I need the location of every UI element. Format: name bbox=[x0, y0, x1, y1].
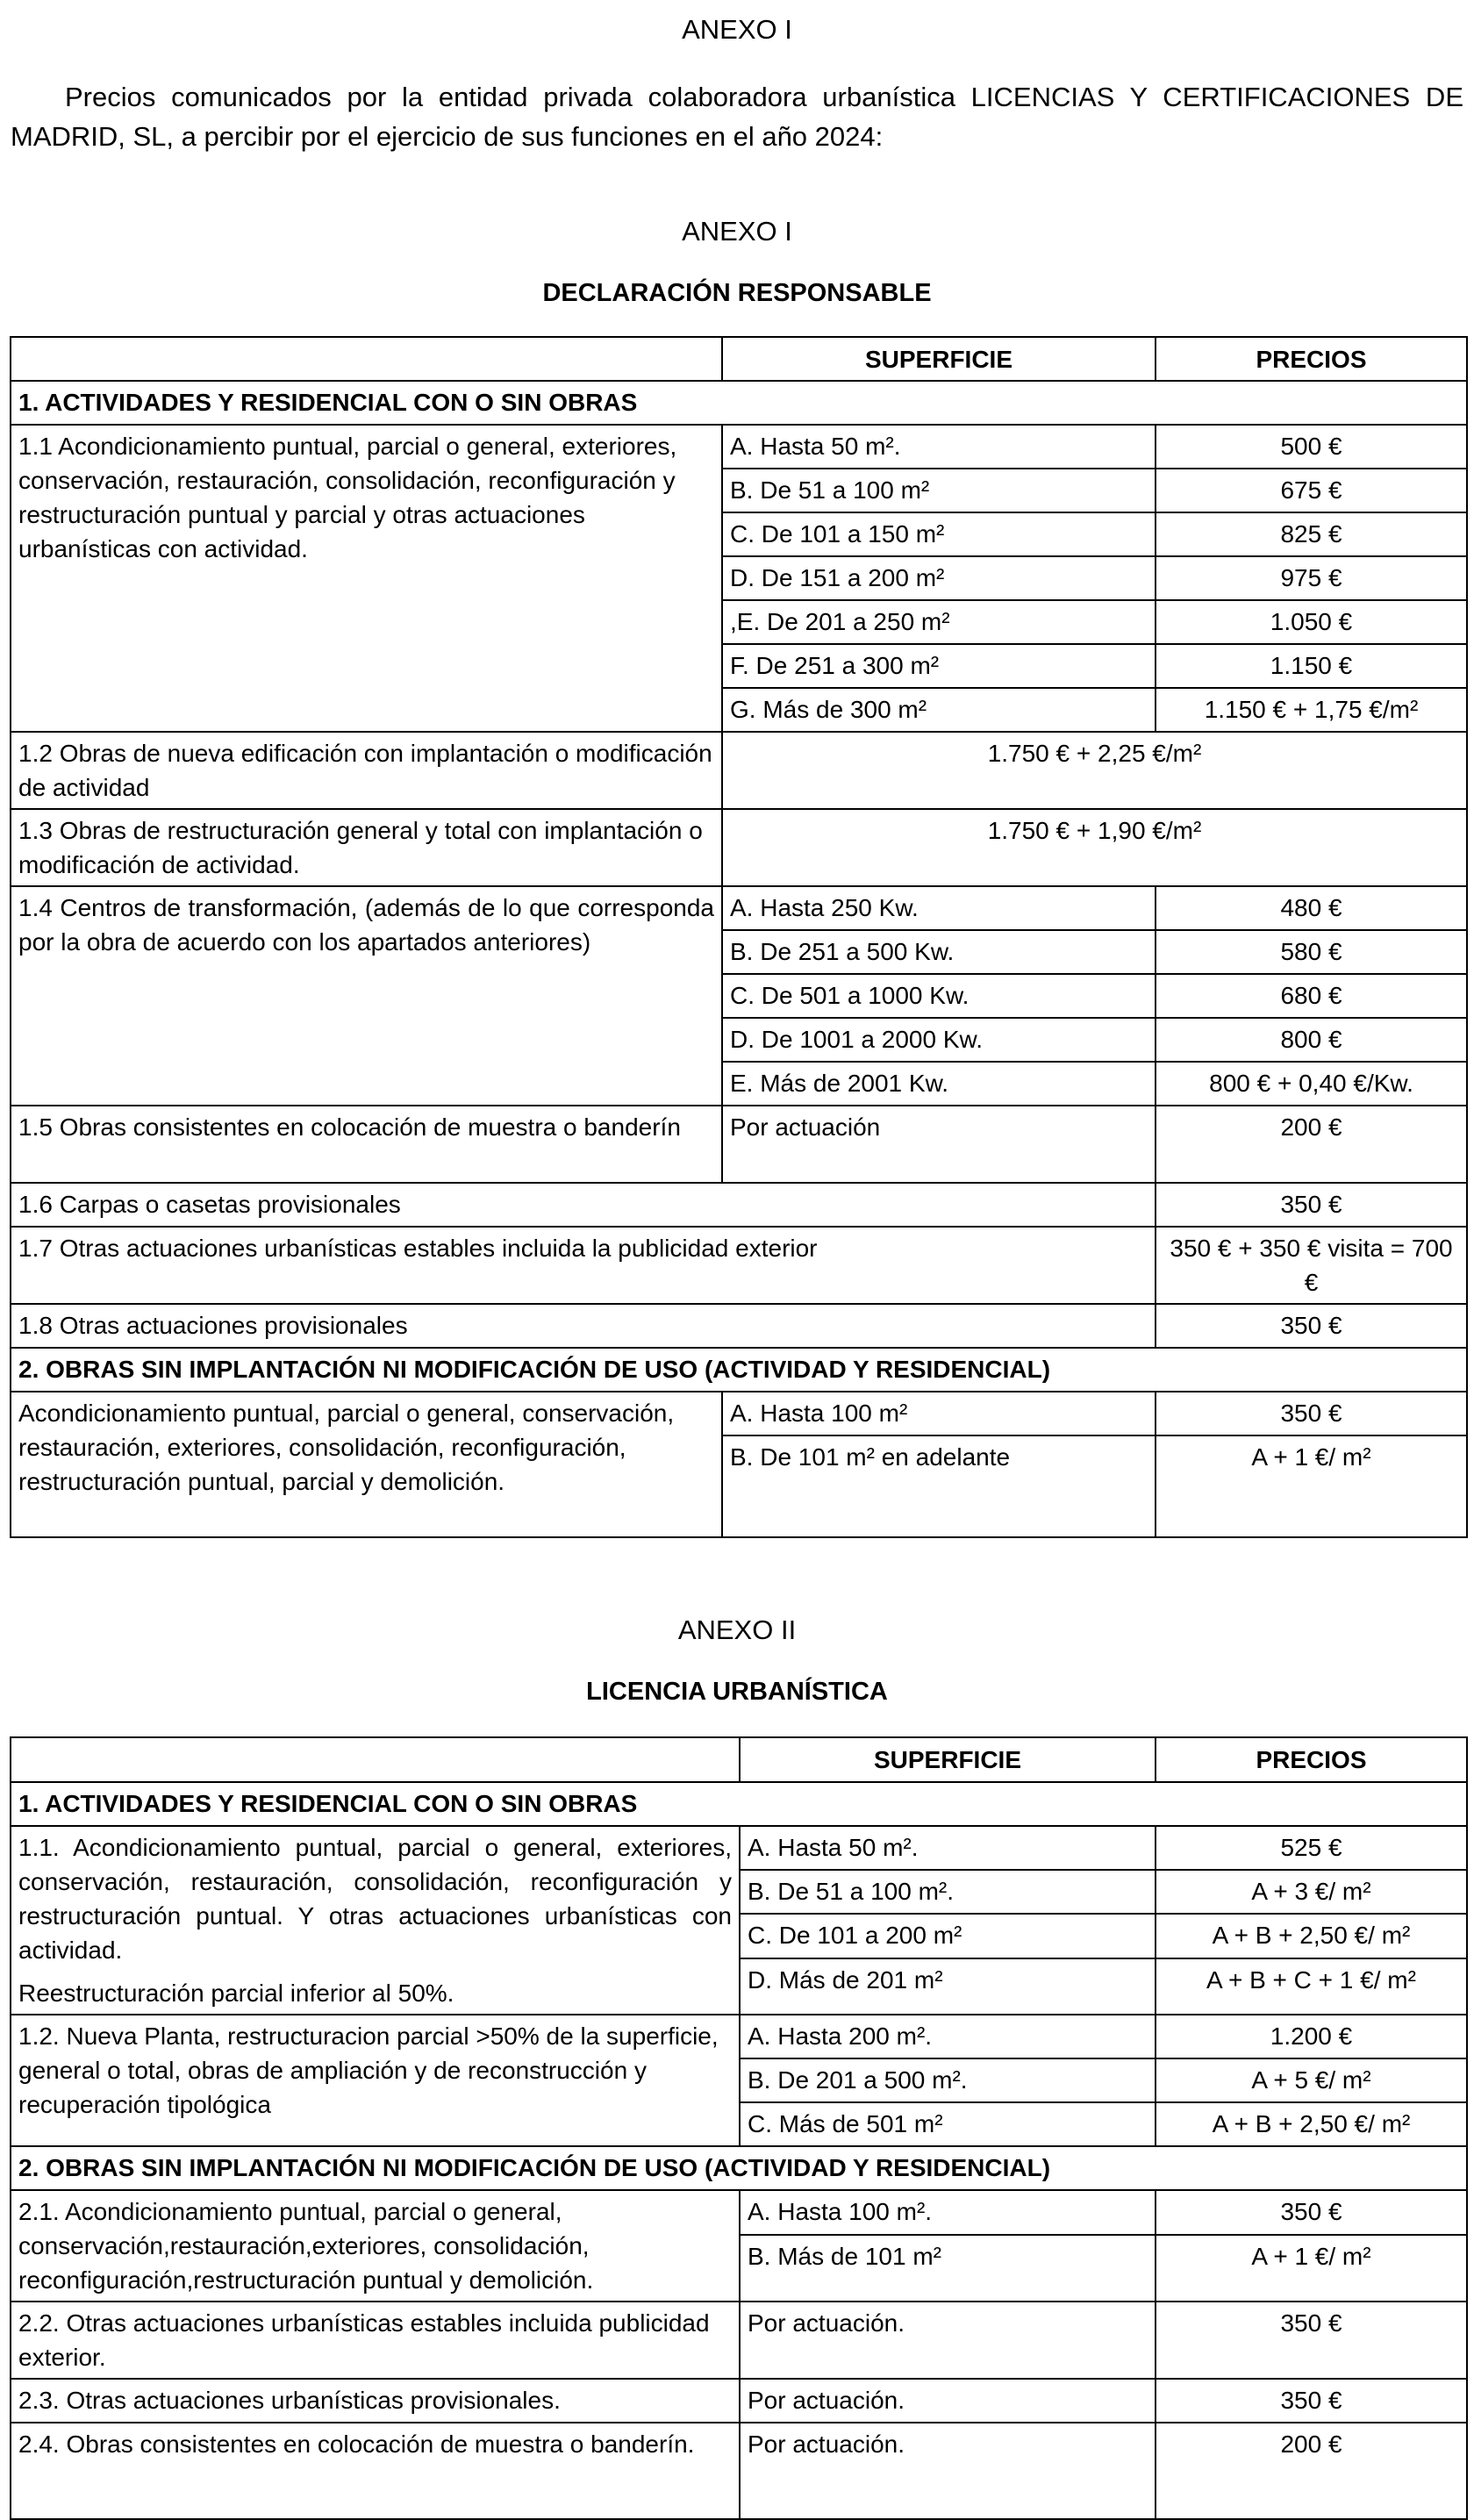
cell-text: 1.150 € + 1,75 €/m² bbox=[1204, 696, 1419, 723]
cell-text: Por actuación. bbox=[748, 2387, 905, 2414]
table-cell bbox=[1156, 644, 1467, 688]
table-row bbox=[11, 1826, 1467, 1870]
cell-text: A. Hasta 250 Kw. bbox=[730, 894, 919, 921]
table-cell bbox=[11, 2423, 740, 2519]
table-cell bbox=[1156, 2058, 1467, 2102]
table-row bbox=[11, 732, 1467, 809]
cell-text: 1.6 Carpas o casetas provisionales bbox=[18, 1191, 401, 1218]
cell-text: 800 € + 0,40 €/Kw. bbox=[1209, 1070, 1413, 1097]
cell-text: 2.3. Otras actuaciones urbanísticas provisionales. bbox=[18, 2387, 561, 2414]
cell-text: 1. ACTIVIDADES Y RESIDENCIAL CON O SIN OBRAS bbox=[18, 389, 638, 416]
table-cell bbox=[11, 886, 722, 1106]
table-row bbox=[11, 1304, 1467, 1348]
table-row bbox=[11, 1183, 1467, 1227]
table-cell bbox=[740, 1870, 1156, 1914]
table-cell bbox=[1156, 2190, 1467, 2235]
table-cell bbox=[11, 809, 722, 886]
table-cell bbox=[11, 337, 722, 381]
cell-text: 1.4 Centros de transformación, (además de lo que corresponda por la obra de acuerdo con los apartados anteriores) bbox=[18, 894, 714, 956]
cell-text: 975 € bbox=[1280, 564, 1342, 591]
table-cell bbox=[1156, 512, 1467, 556]
annex-1-price-table bbox=[10, 336, 1468, 1538]
table-cell bbox=[11, 2302, 740, 2379]
cell-text: B. De 51 a 100 m² bbox=[730, 476, 930, 504]
cell-text: 2.4. Obras consistentes en colocación de muestra o banderín. bbox=[18, 2431, 695, 2458]
cell-text: 1.050 € bbox=[1270, 608, 1353, 635]
cell-text: SUPERFICIE bbox=[873, 1746, 1022, 1773]
annex-2-price-table bbox=[10, 1736, 1468, 2520]
page-heading: ANEXO I bbox=[682, 14, 792, 45]
table-row bbox=[11, 1782, 1467, 1826]
cell-text: Por actuación. bbox=[748, 2309, 905, 2337]
table-cell bbox=[722, 469, 1156, 512]
table-cell bbox=[740, 2302, 1156, 2379]
table-cell bbox=[11, 1392, 722, 1537]
table-cell bbox=[722, 886, 1156, 930]
cell-text: 350 € bbox=[1280, 2198, 1342, 2225]
table-row bbox=[11, 2190, 1467, 2235]
table-cell bbox=[722, 1435, 1156, 1537]
cell-text: 350 € bbox=[1280, 1312, 1342, 1339]
cell-text: A + B + C + 1 €/ m² bbox=[1206, 1965, 1416, 1994]
cell-text: PRECIOS bbox=[1256, 345, 1367, 373]
table-row bbox=[11, 1348, 1467, 1392]
cell-text: D. Más de 201 m² bbox=[748, 1965, 943, 1994]
table-cell bbox=[722, 1062, 1156, 1106]
cell-text: 200 € bbox=[1280, 1113, 1342, 1141]
table-cell bbox=[722, 1018, 1156, 1062]
cell-text: Por actuación. bbox=[748, 2431, 905, 2458]
cell-text: E. Más de 2001 Kw. bbox=[730, 1070, 949, 1097]
cell-text: 1.2. Nueva Planta, restructuracion parcial >50% de la superficie, general o total, obras de ampliación y de reconstrucción y recuperación tipológica bbox=[18, 2022, 719, 2118]
table-row bbox=[11, 2302, 1467, 2379]
table-cell bbox=[722, 1392, 1156, 1435]
cell-text: 500 € bbox=[1280, 433, 1342, 460]
cell-text: 2. OBRAS SIN IMPLANTACIÓN NI MODIFICACIÓN DE USO (ACTIVIDAD Y RESIDENCIAL) bbox=[18, 2154, 1051, 2181]
cell-text: A. Hasta 50 m². bbox=[748, 1834, 919, 1861]
table-cell bbox=[740, 2015, 1156, 2058]
table-row bbox=[11, 337, 1467, 381]
table-row bbox=[11, 2146, 1467, 2190]
cell-text: A. Hasta 200 m². bbox=[748, 2022, 933, 2050]
cell-text: 1.2 Obras de nueva edificación con implantación o modificación de actividad bbox=[18, 740, 712, 801]
cell-text: 1.1 Acondicionamiento puntual, parcial o general, exteriores, conservación, restauración, consolidación, reconfiguración y restructuración puntual y parcial y otras actuaciones urbanísticas con actividad. bbox=[18, 433, 677, 562]
cell-text: Acondicionamiento puntual, parcial o general, conservación, restauración, exteriores, consolidación, reconfiguración, restructuración puntual, parcial y demolición. bbox=[18, 1400, 675, 1495]
table-row bbox=[11, 2015, 1467, 2058]
table-cell bbox=[1156, 930, 1467, 974]
table-row bbox=[11, 2379, 1467, 2423]
table-cell bbox=[1156, 2423, 1467, 2519]
table-cell bbox=[1156, 1304, 1467, 1348]
table-cell bbox=[1156, 688, 1467, 732]
table-cell bbox=[11, 2190, 740, 2302]
table-cell bbox=[722, 600, 1156, 644]
table-row bbox=[11, 809, 1467, 886]
cell-text: B. De 101 m² en adelante bbox=[730, 1443, 1011, 1471]
table-cell bbox=[740, 2058, 1156, 2102]
table-cell bbox=[11, 1826, 740, 2015]
table-cell bbox=[722, 974, 1156, 1018]
cell-text: 1. ACTIVIDADES Y RESIDENCIAL CON O SIN OBRAS bbox=[18, 1790, 638, 1817]
table-cell bbox=[1156, 1018, 1467, 1062]
cell-text: 1.1. Acondicionamiento puntual, parcial o general, exteriores, conservación, restauración, consolidación, reconfiguración y restructuración puntual. Y otras actuaciones urbanísticas con actividad. bbox=[18, 1834, 732, 1964]
cell-text: 800 € bbox=[1280, 1026, 1342, 1053]
table-cell bbox=[1156, 886, 1467, 930]
cell-text: 580 € bbox=[1280, 938, 1342, 965]
cell-text: SUPERFICIE bbox=[864, 345, 1013, 373]
section-header bbox=[11, 2146, 1467, 2190]
column-header bbox=[740, 1737, 1156, 1782]
cell-text: F. De 251 a 300 m² bbox=[730, 652, 940, 679]
table-cell bbox=[1156, 2379, 1467, 2423]
table-cell bbox=[11, 1106, 722, 1183]
table-row bbox=[11, 1227, 1467, 1304]
cell-text: 1.3 Obras de restructuración general y total con implantación o modificación de actividad. bbox=[18, 817, 703, 878]
table-row bbox=[11, 1106, 1467, 1183]
table-cell bbox=[1156, 556, 1467, 600]
table-cell bbox=[11, 1227, 1156, 1304]
cell-text: 1.150 € bbox=[1270, 652, 1353, 679]
cell-text: 350 € bbox=[1280, 1191, 1342, 1218]
column-header bbox=[1156, 1737, 1467, 1782]
table-cell bbox=[1156, 2015, 1467, 2058]
cell-text: 1.5 Obras consistentes en colocación de muestra o banderín bbox=[18, 1113, 681, 1141]
cell-text: 1.7 Otras actuaciones urbanísticas estables incluida la publicidad exterior bbox=[18, 1235, 818, 1262]
cell-text: 525 € bbox=[1280, 1834, 1342, 1861]
cell-text: PRECIOS bbox=[1256, 1746, 1367, 1773]
annex-1-title: ANEXO I bbox=[682, 216, 792, 247]
table-cell bbox=[740, 1958, 1156, 2015]
table-cell bbox=[722, 732, 1467, 809]
table-cell bbox=[1156, 1227, 1467, 1304]
cell-text: 2. OBRAS SIN IMPLANTACIÓN NI MODIFICACIÓN DE USO (ACTIVIDAD Y RESIDENCIAL) bbox=[18, 1356, 1051, 1383]
cell-text: A + 3 €/ m² bbox=[1251, 1878, 1371, 1906]
table-cell bbox=[11, 2379, 740, 2423]
table-row bbox=[11, 886, 1467, 930]
table-cell bbox=[722, 644, 1156, 688]
cell-text: 350 € bbox=[1280, 2309, 1342, 2337]
table-cell bbox=[1156, 2235, 1467, 2302]
table-cell bbox=[722, 930, 1156, 974]
section-header bbox=[11, 381, 1467, 425]
cell-text: Por actuación bbox=[730, 1113, 881, 1141]
table-cell bbox=[1156, 1062, 1467, 1106]
table-cell bbox=[740, 2423, 1156, 2519]
cell-note: Reestructuración parcial inferior al 50%. bbox=[18, 1979, 454, 2007]
cell-text: 680 € bbox=[1280, 982, 1342, 1009]
cell-text: C. Más de 501 m² bbox=[748, 2110, 943, 2137]
table-cell bbox=[740, 2235, 1156, 2302]
column-header bbox=[1156, 337, 1467, 381]
cell-text: C. De 501 a 1000 Kw. bbox=[730, 982, 970, 1009]
table-cell bbox=[1156, 974, 1467, 1018]
cell-text: 480 € bbox=[1280, 894, 1342, 921]
cell-text: 1.200 € bbox=[1270, 2022, 1353, 2050]
cell-text: A + 1 €/ m² bbox=[1251, 2242, 1371, 2270]
table-cell bbox=[722, 512, 1156, 556]
table-cell bbox=[740, 1826, 1156, 1870]
cell-text: 2.1. Acondicionamiento puntual, parcial o general, conservación,restauración,exteriores, consolidación, reconfiguración,restructuración puntual y demolición. bbox=[18, 2198, 594, 2294]
table-row bbox=[11, 1392, 1467, 1435]
table-cell bbox=[1156, 1106, 1467, 1183]
table-cell bbox=[740, 2190, 1156, 2235]
cell-text: A + 5 €/ m² bbox=[1251, 2066, 1371, 2094]
table-cell bbox=[11, 2015, 740, 2146]
table-cell bbox=[722, 688, 1156, 732]
cell-text: 1.8 Otras actuaciones provisionales bbox=[18, 1312, 408, 1339]
table-cell bbox=[1156, 2102, 1467, 2146]
table-cell bbox=[11, 1304, 1156, 1348]
intro-paragraph: Precios comunicados por la entidad privada colaboradora urbanística LICENCIAS Y CERTIFICACIONES DE MADRID, SL, a percibir por el ejercicio de sus funciones en el año 2024: bbox=[11, 82, 1463, 152]
cell-text: A + B + 2,50 €/ m² bbox=[1212, 2110, 1411, 2137]
cell-text: 675 € bbox=[1280, 476, 1342, 504]
table-cell bbox=[740, 2102, 1156, 2146]
table-cell bbox=[722, 1106, 1156, 1183]
table-row bbox=[11, 425, 1467, 469]
table-cell bbox=[722, 425, 1156, 469]
table-cell bbox=[1156, 1958, 1467, 2015]
table-cell bbox=[1156, 2302, 1467, 2379]
cell-text: 200 € bbox=[1280, 2431, 1342, 2458]
table-cell bbox=[740, 1914, 1156, 1958]
cell-text: A + 1 €/ m² bbox=[1251, 1443, 1371, 1471]
cell-text: 2.2. Otras actuaciones urbanísticas estables incluida publicidad exterior. bbox=[18, 2309, 710, 2371]
table-cell bbox=[11, 1183, 1156, 1227]
table-row bbox=[11, 2423, 1467, 2519]
cell-text: D. De 151 a 200 m² bbox=[730, 564, 945, 591]
table-cell bbox=[1156, 1392, 1467, 1435]
annex-1-subtitle: DECLARACIÓN RESPONSABLE bbox=[542, 279, 932, 307]
spacer bbox=[18, 1967, 732, 1976]
cell-text: C. De 101 a 150 m² bbox=[730, 520, 945, 548]
table-cell bbox=[1156, 600, 1467, 644]
table-row bbox=[11, 381, 1467, 425]
cell-text: B. De 251 a 500 Kw. bbox=[730, 938, 955, 965]
cell-text: A. Hasta 100 m² bbox=[730, 1400, 908, 1427]
cell-text: C. De 101 a 200 m² bbox=[748, 1922, 962, 1950]
cell-text: B. De 51 a 100 m². bbox=[748, 1878, 955, 1906]
table-cell bbox=[11, 1737, 740, 1782]
column-header bbox=[722, 337, 1156, 381]
section-header bbox=[11, 1782, 1467, 1826]
cell-text: A. Hasta 50 m². bbox=[730, 433, 901, 460]
table-cell bbox=[722, 556, 1156, 600]
cell-text: B. Más de 101 m² bbox=[748, 2242, 941, 2270]
cell-text: D. De 1001 a 2000 Kw. bbox=[730, 1026, 983, 1053]
cell-text: 350 € bbox=[1280, 2387, 1342, 2414]
cell-text: 825 € bbox=[1280, 520, 1342, 548]
table-cell bbox=[1156, 1435, 1467, 1537]
annex-2-subtitle: LICENCIA URBANÍSTICA bbox=[586, 1678, 888, 1706]
table-cell bbox=[11, 732, 722, 809]
table-cell bbox=[1156, 425, 1467, 469]
cell-text: A. Hasta 100 m². bbox=[748, 2198, 933, 2225]
cell-text: 350 € bbox=[1280, 1400, 1342, 1427]
cell-text: 1.750 € + 2,25 €/m² bbox=[987, 740, 1202, 767]
table-cell bbox=[1156, 1914, 1467, 1958]
cell-text: G. Más de 300 m² bbox=[730, 696, 927, 723]
cell-text: 350 € + 350 € visita = 700 € bbox=[1170, 1235, 1453, 1296]
table-cell bbox=[722, 809, 1467, 886]
cell-text: 1.750 € + 1,90 €/m² bbox=[987, 817, 1202, 844]
section-header bbox=[11, 1348, 1467, 1392]
table-cell bbox=[1156, 469, 1467, 512]
cell-text: A + B + 2,50 €/ m² bbox=[1212, 1922, 1411, 1950]
annex-2-title: ANEXO II bbox=[677, 1614, 797, 1645]
table-row bbox=[11, 1737, 1467, 1782]
table-cell bbox=[740, 2379, 1156, 2423]
table-cell bbox=[1156, 1870, 1467, 1914]
table-cell bbox=[1156, 1183, 1467, 1227]
table-cell bbox=[11, 425, 722, 732]
cell-text: B. De 201 a 500 m². bbox=[748, 2066, 968, 2094]
table-cell bbox=[1156, 1826, 1467, 1870]
cell-text: ,E. De 201 a 250 m² bbox=[730, 608, 950, 635]
